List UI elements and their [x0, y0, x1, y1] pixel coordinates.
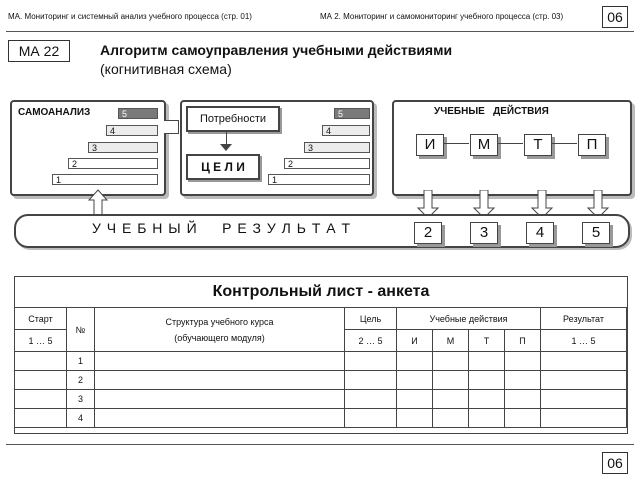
action-box-p: П	[578, 134, 606, 156]
col-result-range: 1 … 5	[541, 330, 627, 352]
result-cell[interactable]	[541, 371, 627, 390]
goals-panel	[180, 100, 374, 196]
action-box-i: И	[416, 134, 444, 156]
action-cell[interactable]	[505, 390, 541, 409]
result-box-4: 4	[526, 222, 554, 244]
result-box-5: 5	[582, 222, 610, 244]
self-analysis-label: САМОАНАЛИЗ	[18, 107, 91, 118]
arrow-t-p	[551, 143, 577, 144]
row-number: 1	[67, 352, 95, 371]
left-step-1: 1	[52, 174, 158, 185]
educational-result-label: У Ч Е Б Н Ы Й Р Е З У Л Ь Т А Т	[92, 220, 352, 236]
action-col-p: П	[505, 330, 541, 352]
row-number: 4	[67, 409, 95, 428]
action-cell[interactable]	[397, 352, 433, 371]
left-step-5: 5	[118, 108, 158, 119]
structure-cell[interactable]	[95, 352, 345, 371]
col-structure-header: Структура учебного курса (обучающего модуля)	[95, 308, 345, 352]
col-result-header: Результат	[541, 308, 627, 330]
page-title: Алгоритм самоуправления учебными действиями	[100, 42, 453, 58]
action-cell[interactable]	[433, 409, 469, 428]
start-cell[interactable]	[15, 371, 67, 390]
table-row	[15, 409, 627, 428]
left-step-4: 4	[106, 125, 158, 136]
mid-step-3: 3	[304, 142, 370, 153]
start-cell[interactable]	[15, 409, 67, 428]
left-step-2: 2	[68, 158, 158, 169]
needs-to-goals-arrow-icon	[220, 144, 232, 151]
module-code: МА 22	[8, 40, 70, 62]
action-col-t: Т	[469, 330, 505, 352]
table-row	[15, 352, 627, 371]
action-cell[interactable]	[397, 409, 433, 428]
result-cell[interactable]	[541, 352, 627, 371]
structure-cell[interactable]	[95, 371, 345, 390]
result-cell[interactable]	[541, 390, 627, 409]
action-cell[interactable]	[433, 352, 469, 371]
action-cell[interactable]	[397, 390, 433, 409]
result-box-3: 3	[470, 222, 498, 244]
header-page-number: 06	[602, 6, 628, 28]
checklist-title: Контрольный лист - анкета	[212, 283, 430, 300]
up-arrow-icon	[88, 188, 108, 216]
header-right-text: МА 2. Мониторинг и самомониторинг учебного процесса (стр. 03)	[320, 12, 564, 21]
col-start-header: Старт	[15, 308, 67, 330]
mid-step-4: 4	[322, 125, 370, 136]
checklist-table	[14, 307, 627, 428]
mid-step-1: 1	[268, 174, 370, 185]
goal-cell[interactable]	[345, 390, 397, 409]
action-cell[interactable]	[469, 371, 505, 390]
start-cell[interactable]	[15, 352, 67, 371]
goal-cell[interactable]	[345, 371, 397, 390]
col-goal-header: Цель	[345, 308, 397, 330]
checklist-frame	[14, 276, 628, 434]
row-number: 2	[67, 371, 95, 390]
left-step-3: 3	[88, 142, 158, 153]
action-box-t: Т	[524, 134, 552, 156]
arrow-i-m	[443, 143, 469, 144]
header-divider	[6, 31, 634, 32]
table-row	[15, 371, 627, 390]
col-actions-header: Учебные действия	[397, 308, 541, 330]
goal-cell[interactable]	[345, 352, 397, 371]
start-cell[interactable]	[15, 390, 67, 409]
action-cell[interactable]	[469, 390, 505, 409]
page-subtitle: (когнитивная схема)	[100, 61, 232, 77]
action-cell[interactable]	[505, 409, 541, 428]
table-row	[15, 390, 627, 409]
action-cell[interactable]	[433, 371, 469, 390]
footer-page-number: 06	[602, 452, 628, 474]
needs-box: Потребности	[186, 106, 280, 132]
action-cell[interactable]	[469, 352, 505, 371]
goals-box: Ц Е Л И	[186, 154, 260, 180]
action-cell[interactable]	[397, 371, 433, 390]
action-col-m: М	[433, 330, 469, 352]
result-box-2: 2	[414, 222, 442, 244]
col-goal-range: 2 … 5	[345, 330, 397, 352]
row-number: 3	[67, 390, 95, 409]
action-cell[interactable]	[505, 371, 541, 390]
col-num-header: №	[67, 308, 95, 352]
structure-cell[interactable]	[95, 409, 345, 428]
action-col-i: И	[397, 330, 433, 352]
mid-step-5: 5	[334, 108, 370, 119]
footer-divider	[6, 444, 634, 445]
result-cell[interactable]	[541, 409, 627, 428]
mid-step-2: 2	[284, 158, 370, 169]
action-cell[interactable]	[469, 409, 505, 428]
action-cell[interactable]	[433, 390, 469, 409]
self-analysis-panel	[10, 100, 166, 196]
structure-cell[interactable]	[95, 390, 345, 409]
goal-cell[interactable]	[345, 409, 397, 428]
arrow-to-needs	[164, 120, 179, 134]
action-box-m: М	[470, 134, 498, 156]
learning-actions-panel	[392, 100, 632, 196]
header-left-text: МА. Мониторинг и системный анализ учебного процесса (стр. 01)	[8, 12, 252, 21]
arrow-m-t	[497, 143, 523, 144]
action-cell[interactable]	[505, 352, 541, 371]
learning-actions-label: УЧЕБНЫЕ ДЕЙСТВИЯ	[434, 106, 549, 117]
col-start-range: 1 … 5	[15, 330, 67, 352]
